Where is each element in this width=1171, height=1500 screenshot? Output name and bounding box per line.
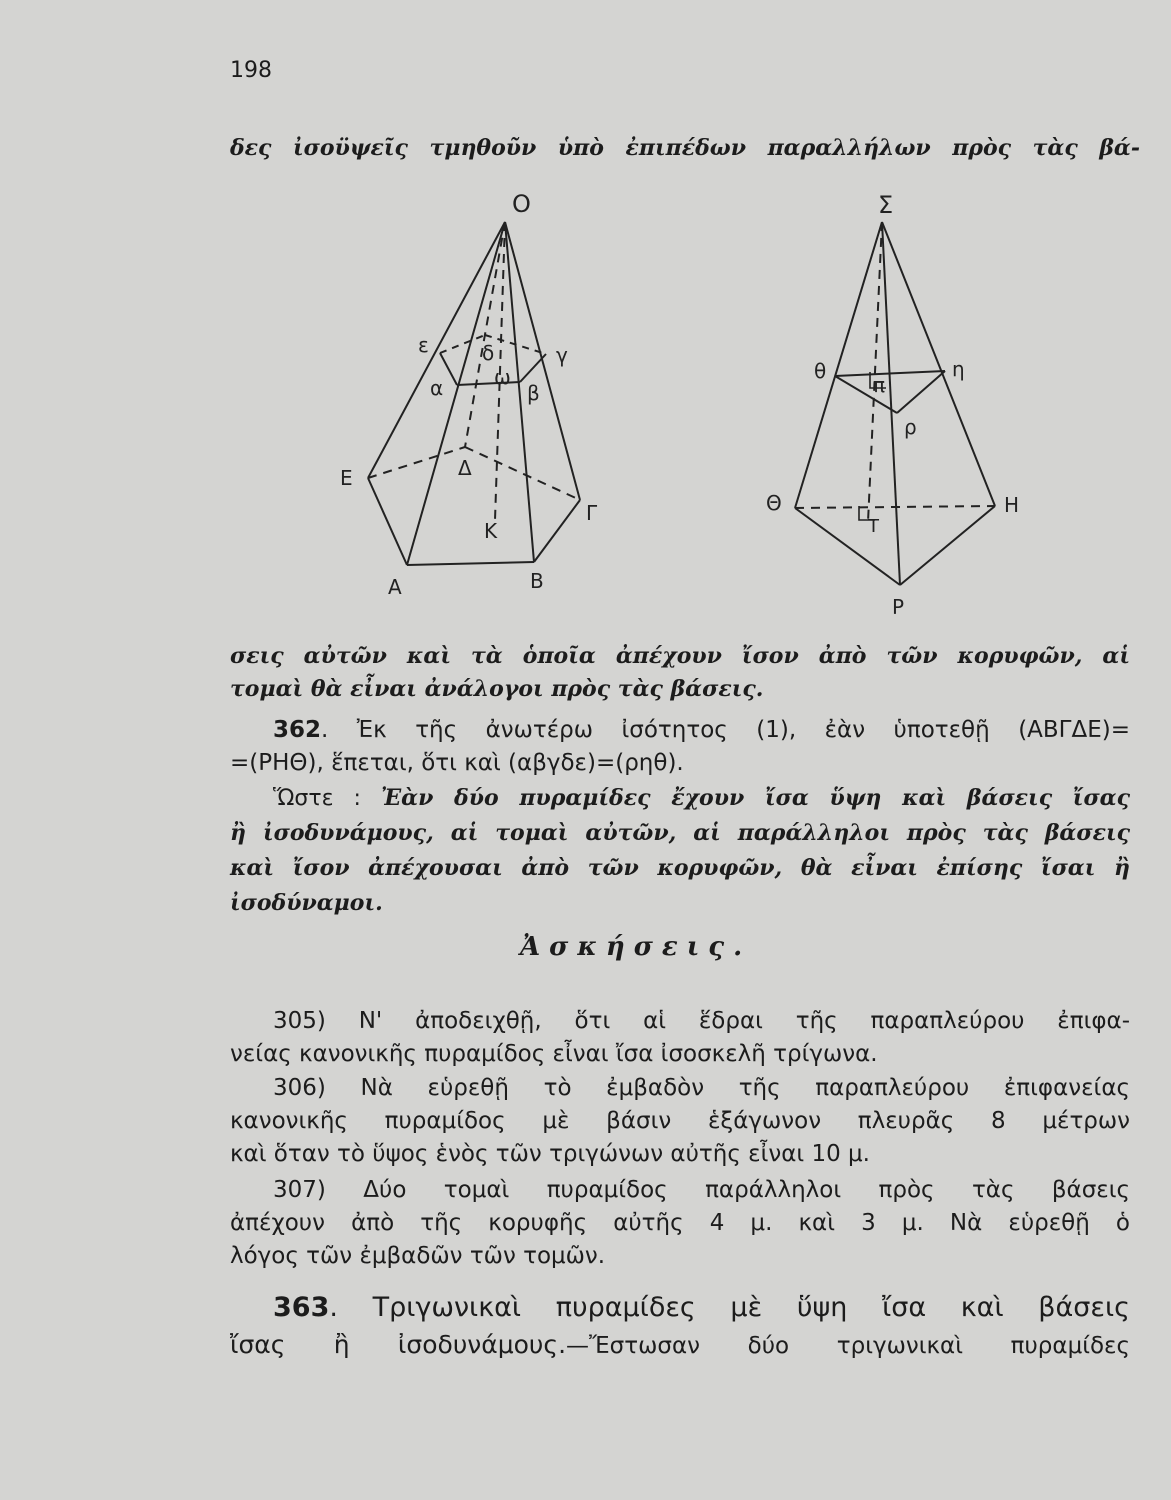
theorem-line-2: ἢ ἰσοδυνάμους, αἱ τομαὶ αὐτῶν, αἱ παράλληλοι πρὸς τὰς βάσεις bbox=[230, 820, 1130, 846]
figure-right-pyramid bbox=[795, 222, 995, 585]
label-eps: ε bbox=[418, 333, 429, 357]
ex307-line-3: λόγος τῶν ἐμβαδῶν τῶν τομῶν. bbox=[230, 1243, 606, 1269]
label-K: Κ bbox=[484, 519, 498, 543]
label-B: Β bbox=[530, 569, 544, 593]
label-E: Ε bbox=[340, 466, 353, 490]
sec363-title-line-2: ἴσας ἢ ἰσοδυνάμους. bbox=[230, 1330, 567, 1359]
label-Sigma: Σ bbox=[878, 191, 894, 219]
sec362-hence: Ὥστε : bbox=[273, 786, 381, 811]
label-T: Τ bbox=[868, 516, 879, 537]
ex307-line-2: ἀπέχουν ἀπὸ τῆς κορυφῆς αὐτῆς 4 μ. καὶ 3 μ. Νὰ εὑρεθῇ ὁ bbox=[230, 1210, 1130, 1236]
theorem-line-1: Ἐὰν δύο πυραμίδες ἔχουν ἴσα ὕψη καὶ βάσεις ἴσας bbox=[380, 785, 1130, 811]
label-A: Α bbox=[388, 575, 402, 599]
label-rho-small: ρ bbox=[904, 415, 917, 439]
ex305-line-1: 305) Ν' ἀποδειχθῇ, ὅτι αἱ ἕδραι τῆς παραπλεύρου ἐπιφα- bbox=[273, 1008, 1130, 1034]
ex307-line-1: 307) Δύο τομαὶ πυραμίδος παράλληλοι πρὸς τὰς βάσεις bbox=[273, 1177, 1130, 1203]
top-line: δες ἰσοϋψεῖς τμηθοῦν ὑπὸ ἐπιπέδων παραλλήλων πρὸς τὰς βά- bbox=[230, 135, 1140, 161]
label-omega: ω bbox=[494, 365, 511, 389]
label-theta-small: θ bbox=[814, 359, 827, 383]
label-eta-small: η bbox=[952, 357, 965, 381]
label-Delta: Δ bbox=[458, 456, 472, 480]
label-H: Η bbox=[1004, 493, 1020, 517]
page-number: 198 bbox=[230, 58, 272, 83]
sec363-number: 363 bbox=[273, 1292, 330, 1323]
theorem-line-4: ἰσοδύναμοι. bbox=[230, 890, 383, 916]
theorem-line-3: καὶ ἴσον ἀπέχουσαι ἀπὸ τῶν κορυφῶν, θὰ εἶναι ἐπίσης ἴσαι ἢ bbox=[230, 855, 1130, 881]
pyramid-figures bbox=[0, 0, 1171, 640]
para1-line-2: τομαὶ θὰ εἶναι ἀνάλογοι πρὸς τὰς βάσεις. bbox=[230, 676, 764, 702]
label-Theta: Θ bbox=[766, 491, 782, 515]
sec362-number: 362 bbox=[273, 717, 322, 743]
label-beta-small: β bbox=[527, 381, 540, 405]
figure-right-labels bbox=[766, 191, 1019, 619]
label-O: O bbox=[512, 190, 531, 218]
label-alpha-small: α bbox=[430, 376, 444, 400]
sec362-line-1: . Ἐκ τῆς ἀνωτέρω ἰσότητος (1), ἐὰν ὑποτεθῇ (ΑΒΓΔΕ)= bbox=[321, 717, 1130, 743]
sec363-text-tail: —Ἔστωσαν δύο τριγωνικαὶ πυραμίδες bbox=[566, 1333, 1130, 1359]
figure-left-labels bbox=[340, 190, 598, 599]
label-gamma-small: γ bbox=[556, 343, 568, 367]
ex306-line-1: 306) Νὰ εὑρεθῇ τὸ ἐμβαδὸν τῆς παραπλεύρου ἐπιφανείας bbox=[273, 1075, 1130, 1101]
ex306-line-2: κανονικῆς πυραμίδος μὲ βάσιν ἑξάγωνον πλευρᾶς 8 μέτρων bbox=[230, 1108, 1130, 1134]
para1-line-1: σεις αὐτῶν καὶ τὰ ὁποῖα ἀπέχουν ἴσον ἀπὸ τῶν κορυφῶν, αἱ bbox=[230, 643, 1130, 669]
sec362-line-2: =(ΡΗΘ), ἕπεται, ὅτι καὶ (αβγδε)=(ρηθ). bbox=[230, 750, 684, 776]
label-Gamma: Γ bbox=[586, 501, 598, 525]
figure-left-pyramid bbox=[368, 222, 580, 565]
label-delta-small: δ bbox=[482, 341, 495, 365]
sec363-title-line-1: . Τριγωνικαὶ πυραμίδες μὲ ὕψη ἴσα καὶ βάσεις bbox=[329, 1292, 1130, 1323]
label-P: Ρ bbox=[892, 595, 905, 619]
ex305-line-2: νείας κανονικῆς πυραμίδος εἶναι ἴσα ἰσοσκελῆ τρίγωνα. bbox=[230, 1041, 878, 1067]
label-pi: π bbox=[873, 373, 886, 397]
exercises-heading: Ἀσκήσεις. bbox=[520, 932, 752, 962]
ex306-line-3: καὶ ὅταν τὸ ὕψος ἑνὸς τῶν τριγώνων αὐτῆς εἶναι 10 μ. bbox=[230, 1141, 870, 1167]
